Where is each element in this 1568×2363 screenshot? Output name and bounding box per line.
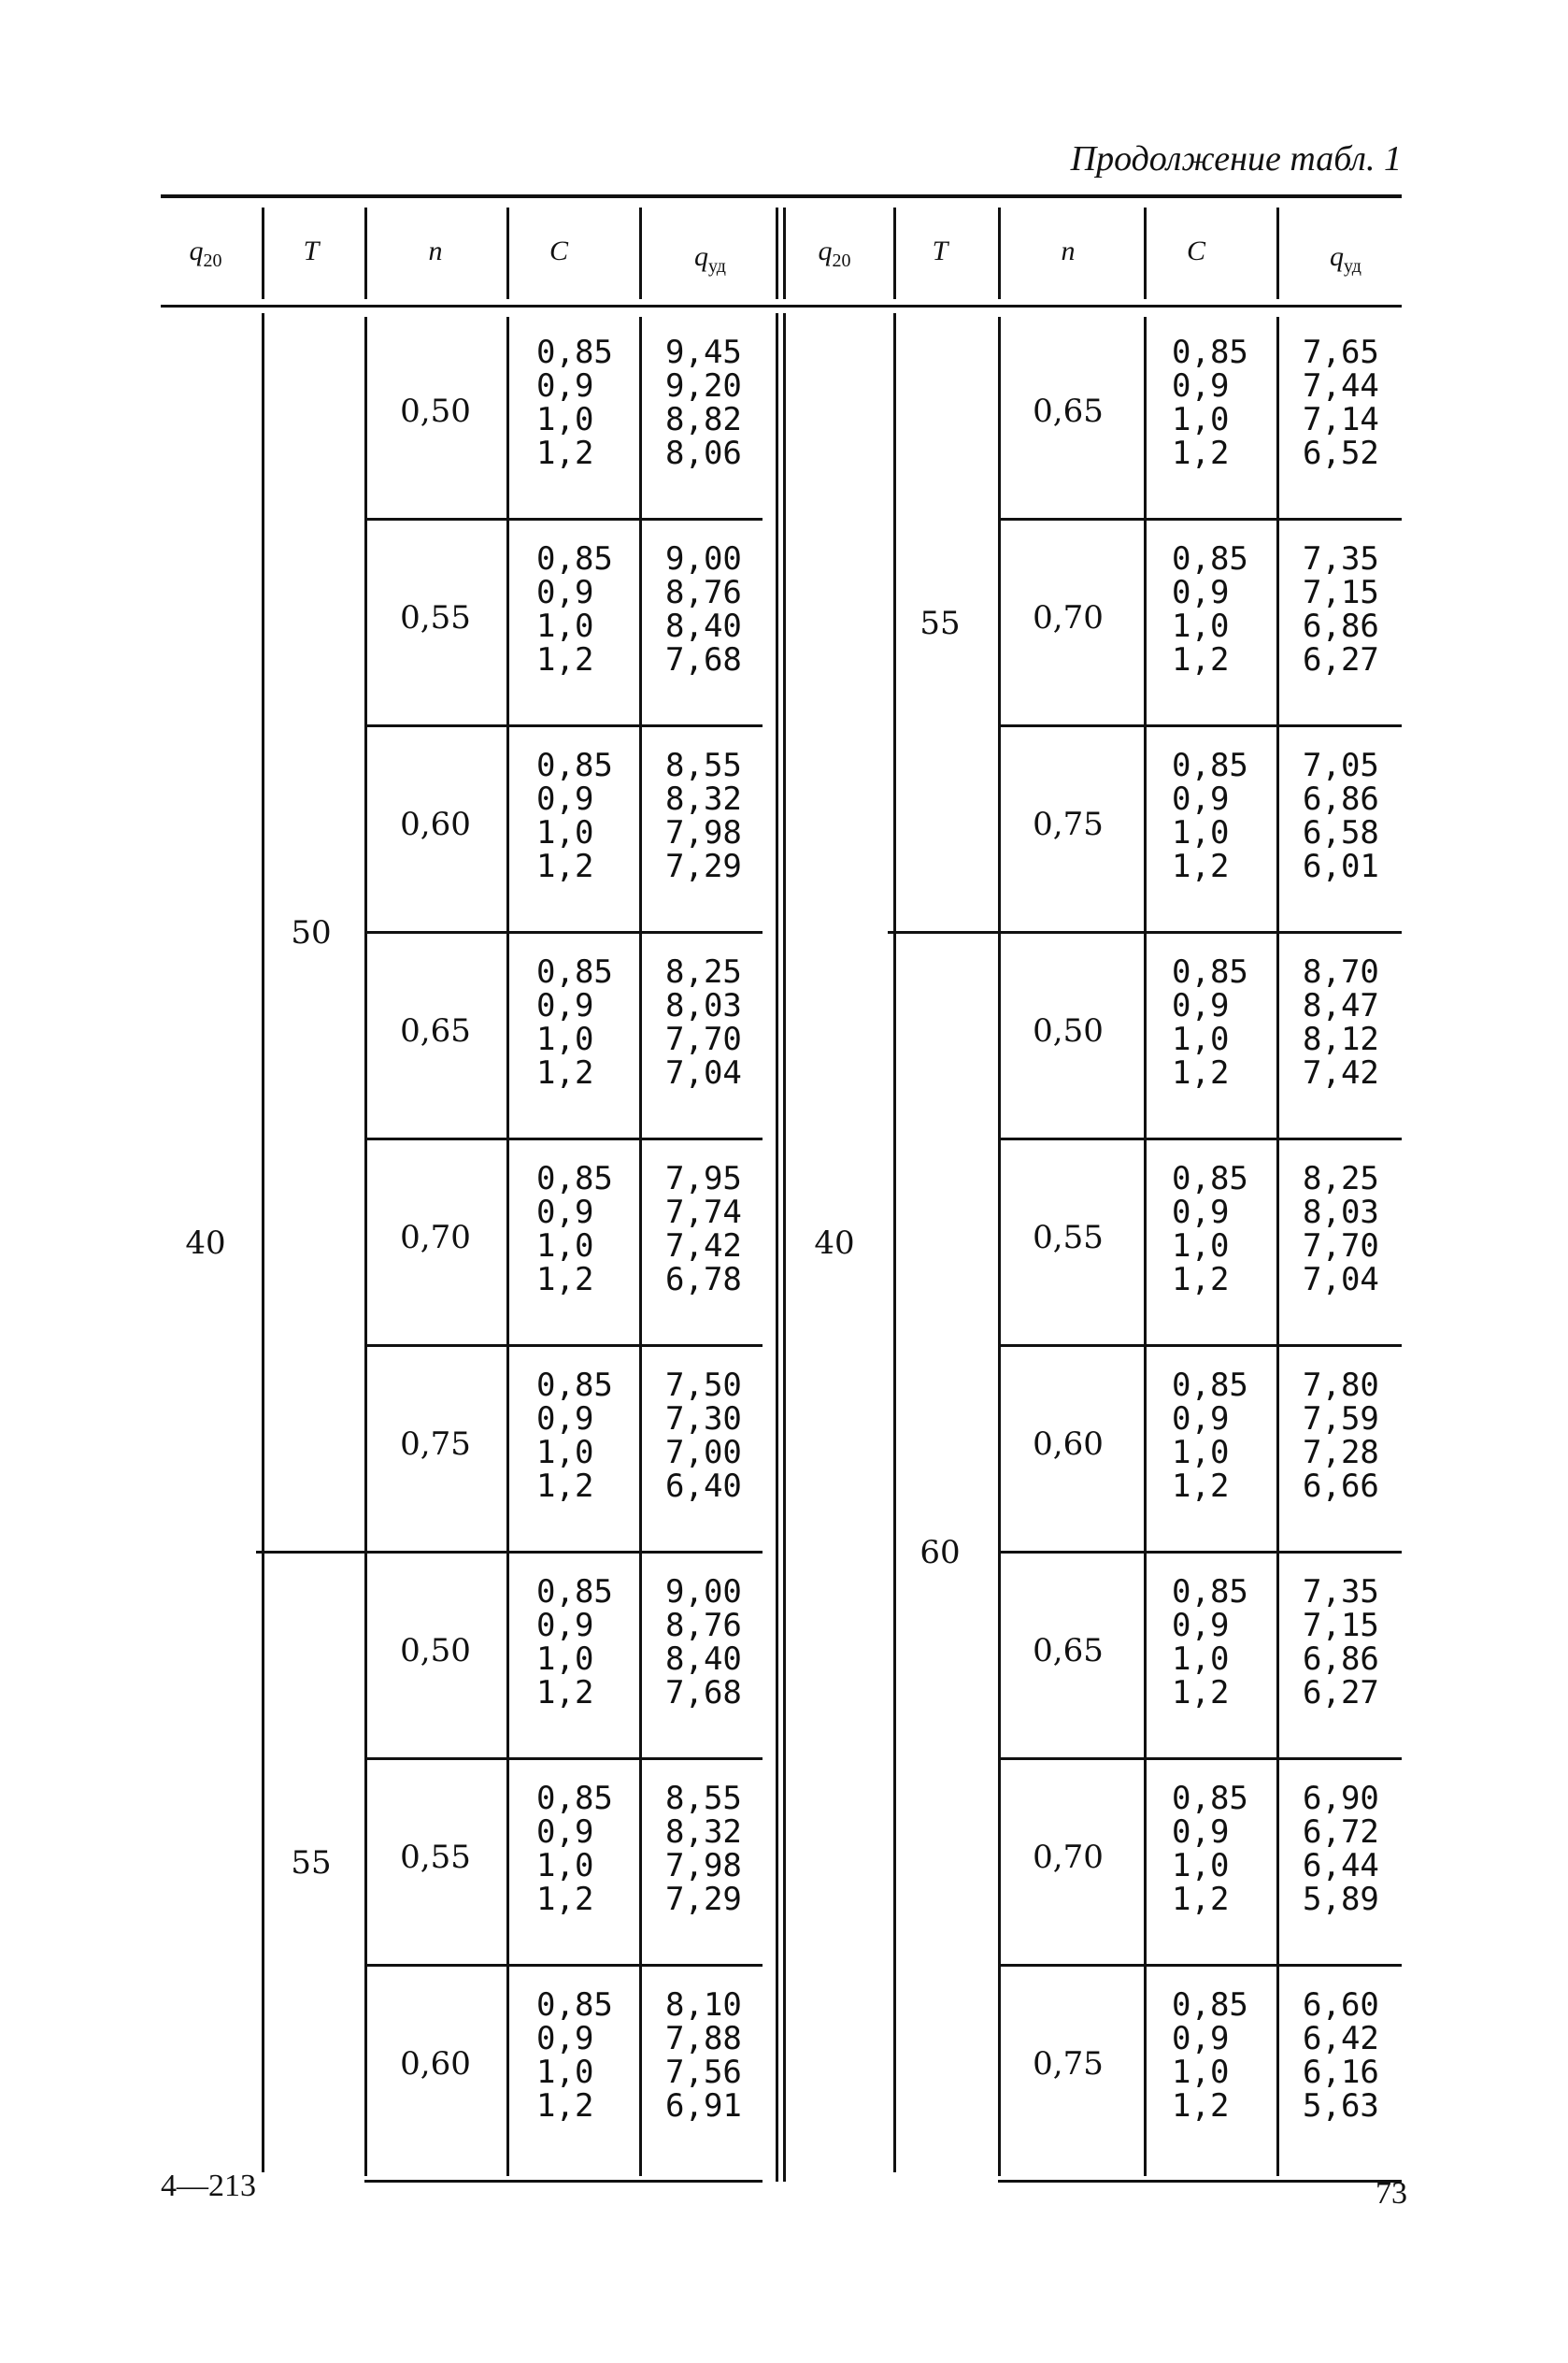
left-C-values: 0,85 0,9 1,0 1,2 [536,1367,613,1505]
header-divider [639,208,642,299]
right-group-rule [888,931,1402,934]
right-C-values: 0,85 0,9 1,0 1,2 [1172,747,1248,885]
right-n-value: 0,70 [1033,598,1104,637]
header-n-symbol: n [428,236,443,266]
right-C-values: 0,85 0,9 1,0 1,2 [1172,1986,1248,2125]
right-q-values: 7,65 7,44 7,14 6,52 [1303,334,1379,472]
header-C [1140,236,1252,267]
left-block-rule [364,931,763,934]
right-q-values: 7,05 6,86 6,58 6,01 [1303,747,1379,885]
right-C-values: 0,85 0,9 1,0 1,2 [1172,540,1248,679]
right-block-rule [998,1964,1402,1967]
header-T [884,236,996,267]
left-n-value: 0,60 [400,805,471,843]
right-block-rule [998,1344,1402,1347]
left-n-value: 0,50 [400,1631,471,1669]
right-T-value: 55 [919,604,961,642]
left-n-value: 0,60 [400,2044,471,2083]
left-C-values: 0,85 0,9 1,0 1,2 [536,540,613,679]
left-C-values: 0,85 0,9 1,0 1,2 [536,1780,613,1918]
right-q-values: 7,80 7,59 7,28 6,66 [1303,1367,1379,1505]
page-header: Продолжение табл. 1 [1070,139,1402,179]
right-q20-value: 40 [814,1224,855,1262]
header-n-symbol: n [1061,236,1076,266]
right-column-rule [998,317,1001,2176]
right-T-value: 60 [919,1534,961,1571]
left-q-values: 7,50 7,30 7,00 6,40 [665,1367,742,1505]
page-number: 73 [1376,2176,1407,2211]
header-divider [1276,208,1279,299]
left-q-values: 9,00 8,76 8,40 7,68 [665,1573,742,1711]
left-n-value: 0,55 [400,1838,471,1876]
left-block-rule [364,1138,763,1140]
left-bottom-rule [364,2180,763,2183]
right-n-value: 0,55 [1033,1218,1104,1256]
right-q-values: 7,35 7,15 6,86 6,27 [1303,1573,1379,1711]
header-C-symbol: C [549,236,568,266]
header-q20 [778,236,891,272]
header-qud-subscript: уд [1344,256,1361,277]
header-q20-subscript: 20 [203,251,222,271]
right-n-value: 0,65 [1033,392,1104,430]
header-q20 [150,236,262,272]
left-n-value: 0,75 [400,1425,471,1463]
header-divider [998,208,1001,299]
left-block-rule [364,1757,763,1760]
header-q20-symbol: q [818,236,833,266]
left-q-values: 8,55 8,32 7,98 7,29 [665,747,742,885]
left-q-values: 8,25 8,03 7,70 7,04 [665,953,742,1092]
left-q-values: 7,95 7,74 7,42 6,78 [665,1160,742,1298]
right-q-values: 8,70 8,47 8,12 7,42 [1303,953,1379,1092]
left-n-value: 0,65 [400,1011,471,1050]
left-q-values: 9,00 8,76 8,40 7,68 [665,540,742,679]
right-n-value: 0,75 [1033,2044,1104,2083]
right-n-value: 0,70 [1033,1838,1104,1876]
right-n-value: 0,65 [1033,1631,1104,1669]
left-group-rule [256,1551,763,1554]
right-n-value: 0,75 [1033,805,1104,843]
header-n [1012,236,1124,267]
left-block-rule [364,724,763,727]
right-block-rule [998,1757,1402,1760]
right-C-values: 0,85 0,9 1,0 1,2 [1172,334,1248,472]
header-divider [364,208,367,299]
right-q-values: 8,25 8,03 7,70 7,04 [1303,1160,1379,1298]
right-block-rule [998,1551,1402,1554]
left-column-rule [364,317,367,2176]
left-C-values: 0,85 0,9 1,0 1,2 [536,1986,613,2125]
right-block-rule [998,1138,1402,1140]
right-block-rule [998,518,1402,521]
left-q-values: 9,45 9,20 8,82 8,06 [665,334,742,472]
left-T-value: 55 [291,1843,332,1882]
right-bottom-rule [998,2180,1402,2183]
right-n-value: 0,60 [1033,1425,1104,1463]
left-block-rule [364,1964,763,1967]
right-C-values: 0,85 0,9 1,0 1,2 [1172,1573,1248,1711]
left-q-values: 8,55 8,32 7,98 7,29 [665,1780,742,1918]
right-q-values: 6,90 6,72 6,44 5,89 [1303,1780,1379,1918]
header-divider [506,208,509,299]
left-C-values: 0,85 0,9 1,0 1,2 [536,747,613,885]
left-n-value: 0,55 [400,598,471,637]
header-T-symbol: T [932,236,948,266]
right-C-values: 0,85 0,9 1,0 1,2 [1172,1160,1248,1298]
left-column-rule [639,317,642,2176]
header-divider [262,208,264,299]
left-n-value: 0,50 [400,392,471,430]
table-header-rule [161,305,1402,308]
header-C-symbol: C [1186,236,1205,266]
right-C-values: 0,85 0,9 1,0 1,2 [1172,1367,1248,1505]
left-block-rule [364,1344,763,1347]
right-C-values: 0,85 0,9 1,0 1,2 [1172,1780,1248,1918]
left-q20-value: 40 [185,1224,226,1262]
header-divider [1144,208,1147,299]
left-C-values: 0,85 0,9 1,0 1,2 [536,1573,613,1711]
right-block-rule [998,724,1402,727]
left-C-values: 0,85 0,9 1,0 1,2 [536,953,613,1092]
header-qud-symbol: q [1330,241,1345,272]
footer-signature: 4—213 [161,2169,256,2203]
header-divider [893,208,896,299]
right-column-rule [1144,317,1147,2176]
header-qud-symbol: q [694,241,709,272]
right-q-values: 6,60 6,42 6,16 5,63 [1303,1986,1379,2125]
right-column-rule [1276,317,1279,2176]
header-qud [654,241,766,278]
left-T-value: 50 [291,914,332,952]
header-q20-symbol: q [189,236,204,266]
header-T-symbol: T [303,236,320,266]
left-block-rule [364,518,763,521]
header-divider [783,208,786,299]
right-C-values: 0,85 0,9 1,0 1,2 [1172,953,1248,1092]
header-n [379,236,492,267]
header-C [503,236,615,267]
header-divider [776,208,778,299]
header-q20-subscript: 20 [832,251,851,271]
left-q-values: 8,10 7,88 7,56 6,91 [665,1986,742,2125]
left-column-rule [506,317,509,2176]
table-top-rule [161,194,1402,198]
left-C-values: 0,85 0,9 1,0 1,2 [536,334,613,472]
left-C-values: 0,85 0,9 1,0 1,2 [536,1160,613,1298]
header-qud-subscript: уд [708,256,726,277]
header-qud [1290,241,1402,278]
header-T [255,236,367,267]
right-q-values: 7,35 7,15 6,86 6,27 [1303,540,1379,679]
left-n-value: 0,70 [400,1218,471,1256]
right-n-value: 0,50 [1033,1011,1104,1050]
